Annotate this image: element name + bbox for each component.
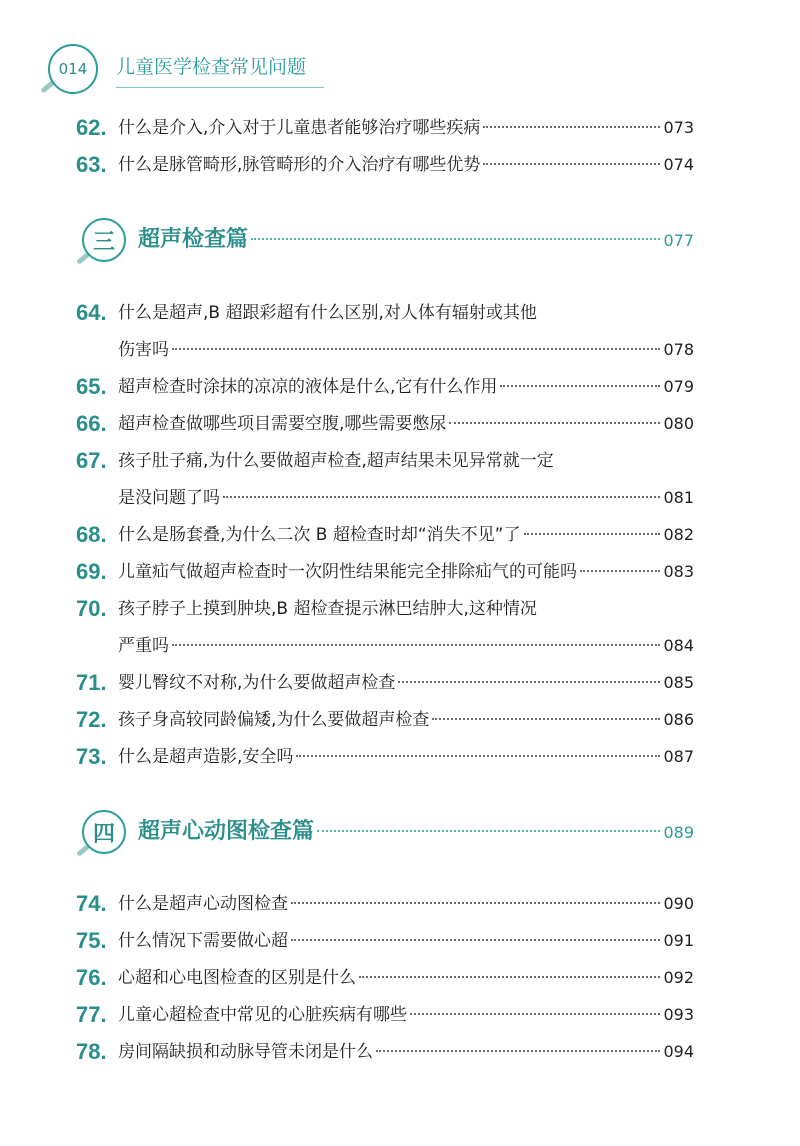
entry-number: 63. bbox=[76, 152, 107, 177]
entry-page: 078 bbox=[663, 340, 694, 359]
entry-number: 65. bbox=[76, 374, 107, 399]
entry-page: 092 bbox=[663, 968, 694, 987]
section-heading[interactable] bbox=[76, 218, 694, 268]
entry-number: 70. bbox=[76, 596, 107, 621]
entry-title: 什么是超声造影,安全吗 bbox=[118, 747, 294, 767]
leader-dots bbox=[524, 533, 661, 535]
entry-title: 房间隔缺损和动脉导管未闭是什么 bbox=[118, 1042, 373, 1062]
leader-dots bbox=[483, 126, 660, 128]
entry-number: 71. bbox=[76, 670, 107, 695]
leader-dots bbox=[410, 1013, 660, 1015]
leader-dots bbox=[580, 570, 660, 572]
entry-title-continued: 伤害吗 bbox=[118, 340, 169, 360]
entry-title: 孩子肚子痛,为什么要做超声检查,超声结果未见异常就一定 bbox=[118, 451, 554, 471]
entry-title: 儿童心超检查中常见的心脏疾病有哪些 bbox=[118, 1005, 407, 1025]
leader-dots bbox=[398, 681, 660, 683]
toc-entry[interactable] bbox=[76, 149, 694, 181]
entry-page: 094 bbox=[663, 1042, 694, 1061]
entry-title: 超声检查做哪些项目需要空腹,哪些需要憋尿 bbox=[118, 414, 447, 434]
entry-number: 68. bbox=[76, 522, 107, 547]
entry-number: 76. bbox=[76, 965, 107, 990]
toc-entry[interactable] bbox=[76, 704, 694, 736]
entry-title: 超声检查时涂抹的凉凉的液体是什么,它有什么作用 bbox=[118, 377, 498, 397]
entry-title: 什么是超声心动图检查 bbox=[118, 894, 288, 914]
entry-page: 073 bbox=[663, 118, 694, 137]
toc-entry[interactable] bbox=[76, 408, 694, 440]
toc-entry[interactable] bbox=[76, 519, 694, 551]
entry-title: 儿童疝气做超声检查时一次阴性结果能完全排除疝气的可能吗 bbox=[118, 562, 577, 582]
toc-entry[interactable] bbox=[76, 962, 694, 994]
entry-page: 083 bbox=[663, 562, 694, 581]
toc-entry[interactable] bbox=[76, 445, 694, 477]
page-number-badge: 014 bbox=[48, 44, 98, 94]
toc-entry-continuation[interactable] bbox=[76, 630, 694, 662]
leader-dots bbox=[432, 718, 660, 720]
leader-dots bbox=[291, 939, 660, 941]
entry-page: 074 bbox=[663, 155, 694, 174]
toc-entry[interactable] bbox=[76, 371, 694, 403]
entry-page: 085 bbox=[663, 673, 694, 692]
entry-page: 091 bbox=[663, 931, 694, 950]
entry-number: 67. bbox=[76, 448, 107, 473]
entry-number: 74. bbox=[76, 891, 107, 916]
section-title: 超声心动图检查篇 bbox=[138, 819, 315, 844]
toc-entry[interactable] bbox=[76, 1036, 694, 1068]
entry-number: 78. bbox=[76, 1039, 107, 1064]
entry-page: 084 bbox=[663, 636, 694, 655]
entry-page: 080 bbox=[663, 414, 694, 433]
leader-dots bbox=[291, 902, 660, 904]
toc-entry[interactable] bbox=[76, 999, 694, 1031]
entry-title: 孩子脖子上摸到肿块,B 超检查提示淋巴结肿大,这种情况 bbox=[118, 599, 537, 619]
section-numeral: 三 bbox=[82, 218, 126, 262]
section-title: 超声检查篇 bbox=[138, 227, 249, 252]
leader-dots bbox=[483, 163, 660, 165]
entry-title: 婴儿臀纹不对称,为什么要做超声检查 bbox=[118, 673, 396, 693]
page-header bbox=[40, 40, 307, 100]
toc-entry[interactable] bbox=[76, 556, 694, 588]
entry-page: 093 bbox=[663, 1005, 694, 1024]
entry-number: 72. bbox=[76, 707, 107, 732]
entry-title: 什么情况下需要做心超 bbox=[118, 931, 288, 951]
entry-page: 090 bbox=[663, 894, 694, 913]
entry-title: 心超和心电图检查的区别是什么 bbox=[118, 968, 356, 988]
toc-entry[interactable] bbox=[76, 741, 694, 773]
toc-entry-continuation[interactable] bbox=[76, 334, 694, 366]
entry-number: 64. bbox=[76, 300, 107, 325]
leader-dots bbox=[296, 755, 660, 757]
leader-dots bbox=[172, 644, 660, 646]
toc-entry[interactable] bbox=[76, 112, 694, 144]
entry-number: 66. bbox=[76, 411, 107, 436]
section-page: 077 bbox=[663, 231, 694, 250]
toc-entry[interactable] bbox=[76, 297, 694, 329]
leader-dots bbox=[359, 976, 660, 978]
entry-number: 75. bbox=[76, 928, 107, 953]
entry-title: 孩子身高较同龄偏矮,为什么要做超声检查 bbox=[118, 710, 430, 730]
entry-number: 77. bbox=[76, 1002, 107, 1027]
entry-title: 什么是介入,介入对于儿童患者能够治疗哪些疾病 bbox=[118, 118, 481, 138]
leader-dots bbox=[317, 830, 660, 832]
toc-entry-continuation[interactable] bbox=[76, 482, 694, 514]
leader-dots bbox=[251, 238, 660, 240]
entry-page: 086 bbox=[663, 710, 694, 729]
entry-page: 081 bbox=[663, 488, 694, 507]
leader-dots bbox=[172, 348, 660, 350]
entry-number: 62. bbox=[76, 115, 107, 140]
entry-number: 69. bbox=[76, 559, 107, 584]
section-heading[interactable] bbox=[76, 810, 694, 860]
entry-title-continued: 是没问题了吗 bbox=[118, 488, 220, 508]
toc-entry[interactable] bbox=[76, 593, 694, 625]
toc-entry[interactable] bbox=[76, 667, 694, 699]
book-title: 儿童医学检查常见问题 bbox=[116, 56, 307, 78]
entry-number: 73. bbox=[76, 744, 107, 769]
entry-title-continued: 严重吗 bbox=[118, 636, 169, 656]
entry-title: 什么是肠套叠,为什么二次 B 超检查时却“消失不见”了 bbox=[118, 525, 521, 545]
header-rule bbox=[116, 87, 324, 88]
leader-dots bbox=[449, 422, 660, 424]
entry-page: 079 bbox=[663, 377, 694, 396]
leader-dots bbox=[223, 496, 660, 498]
section-numeral: 四 bbox=[82, 810, 126, 854]
leader-dots bbox=[500, 385, 660, 387]
entry-title: 什么是超声,B 超跟彩超有什么区别,对人体有辐射或其他 bbox=[118, 303, 537, 323]
toc-entry[interactable] bbox=[76, 925, 694, 957]
section-page: 089 bbox=[663, 823, 694, 842]
entry-page: 082 bbox=[663, 525, 694, 544]
leader-dots bbox=[376, 1050, 660, 1052]
entry-title: 什么是脉管畸形,脉管畸形的介入治疗有哪些优势 bbox=[118, 155, 481, 175]
entry-page: 087 bbox=[663, 747, 694, 766]
toc-entry[interactable] bbox=[76, 888, 694, 920]
